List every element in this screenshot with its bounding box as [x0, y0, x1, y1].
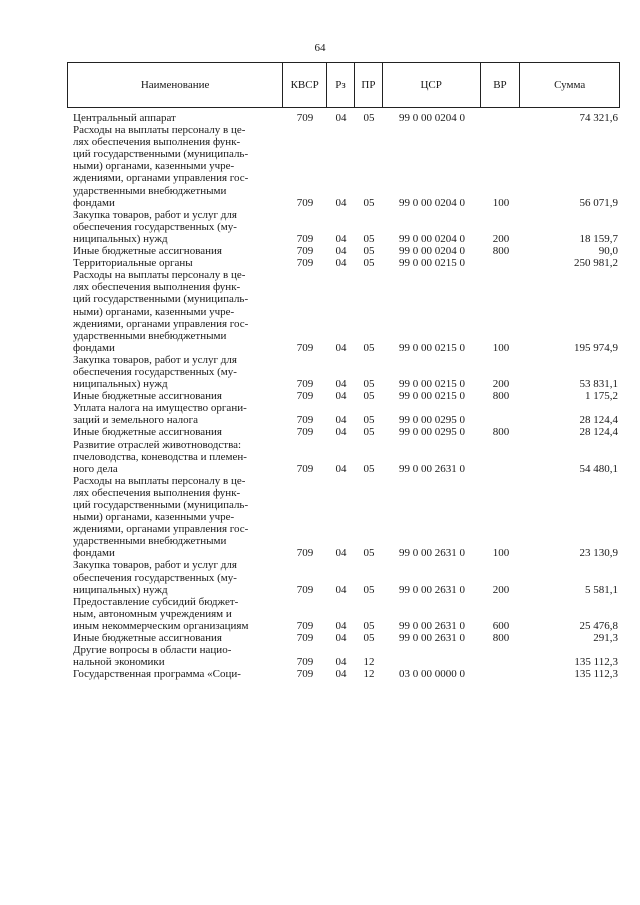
- cell-rz: 04: [335, 390, 347, 403]
- table-row: [67, 596, 620, 632]
- cell-csr: 99 0 00 2631 0: [399, 619, 465, 632]
- cell-sum: 28 124,4: [579, 414, 618, 427]
- cell-vr: 800: [492, 390, 510, 403]
- cell-pr: 05: [363, 619, 375, 632]
- cell-name: Иные бюджетные ассигнования: [73, 426, 222, 439]
- cell-csr: 99 0 00 0204 0: [399, 112, 465, 124]
- cell-csr: 99 0 00 0215 0: [399, 257, 465, 270]
- table-row: [67, 559, 620, 595]
- cell-kvsr: 709: [296, 390, 314, 403]
- table-row: [67, 439, 620, 475]
- col-header-rz: Рз: [327, 63, 355, 107]
- cell-rz: 04: [335, 196, 347, 209]
- cell-vr: 800: [492, 632, 510, 645]
- cell-vr: 800: [492, 245, 510, 258]
- table-row: [67, 644, 620, 668]
- cell-name: Иные бюджетные ассигнования: [73, 632, 222, 645]
- cell-kvsr: 709: [296, 632, 314, 645]
- cell-rz: 04: [335, 583, 347, 596]
- table-row: [67, 390, 620, 402]
- cell-rz: 04: [335, 547, 347, 560]
- budget-table: [67, 62, 620, 680]
- cell-rz: 04: [335, 632, 347, 645]
- cell-name: Другие вопросы в области нацио- нальной экономики: [73, 644, 232, 669]
- cell-name: Закупка товаров, работ и услуг для обеспечения государственных (му- ниципальных) нужд: [73, 353, 237, 391]
- cell-kvsr: 709: [296, 656, 314, 669]
- cell-sum: 195 974,9: [574, 341, 618, 354]
- col-header-kvsr: КВСР: [283, 63, 327, 107]
- cell-rz: 04: [335, 232, 347, 245]
- cell-name: Предоставление субсидий бюджет- ным, автономным учреждениям и иным некоммерческим организациям: [73, 595, 249, 632]
- cell-vr: 200: [492, 232, 510, 245]
- cell-kvsr: 709: [296, 619, 314, 632]
- cell-kvsr: 709: [296, 426, 314, 439]
- cell-vr: 800: [492, 426, 510, 439]
- cell-rz: 04: [335, 668, 347, 681]
- cell-pr: 05: [363, 414, 375, 427]
- cell-csr: 99 0 00 0204 0: [399, 245, 465, 258]
- cell-kvsr: 709: [296, 378, 314, 391]
- cell-name: Закупка товаров, работ и услуг для обеспечения государственных (му- ниципальных) нужд: [73, 559, 237, 596]
- cell-name: Расходы на выплаты персоналу в це- лях обеспечения выполнения функ- ций государственными (муниципаль- ными) органами, казенными учре- ждениями, органами управления гос- ударственными внебюджетными фондами: [73, 269, 249, 354]
- cell-pr: 05: [363, 547, 375, 560]
- cell-pr: 05: [363, 426, 375, 439]
- cell-rz: 04: [335, 378, 347, 391]
- cell-csr: 99 0 00 0215 0: [399, 341, 465, 354]
- cell-rz: 04: [335, 414, 347, 427]
- cell-pr: 05: [363, 632, 375, 645]
- col-header-name: Наименование: [68, 63, 283, 107]
- table-row: [67, 632, 620, 644]
- cell-sum: 56 071,9: [579, 196, 618, 209]
- cell-sum: 5 581,1: [585, 583, 618, 596]
- cell-pr: 05: [363, 232, 375, 245]
- table-row: [67, 112, 620, 124]
- table-row: [67, 269, 620, 354]
- cell-name: Центральный аппарат: [73, 112, 176, 124]
- cell-sum: 25 476,8: [579, 619, 618, 632]
- cell-sum: 23 130,9: [579, 547, 618, 560]
- table-row: [67, 354, 620, 390]
- cell-rz: 04: [335, 341, 347, 354]
- cell-name: Развитие отраслей животноводства: пчеловодства, коневодства и племен- ного дела: [73, 438, 247, 475]
- cell-pr: 05: [363, 257, 375, 270]
- cell-kvsr: 709: [296, 257, 314, 270]
- cell-pr: 05: [363, 341, 375, 354]
- cell-csr: 99 0 00 0295 0: [399, 426, 465, 439]
- cell-csr: 99 0 00 2631 0: [399, 632, 465, 645]
- cell-csr: 99 0 00 0204 0: [399, 196, 465, 209]
- cell-kvsr: 709: [296, 547, 314, 560]
- cell-sum: 135 112,3: [574, 668, 618, 681]
- cell-pr: 12: [363, 668, 375, 681]
- col-header-csr: ЦСР: [383, 63, 481, 107]
- cell-pr: 05: [363, 583, 375, 596]
- cell-vr: 200: [492, 378, 510, 391]
- cell-csr: 99 0 00 2631 0: [399, 583, 465, 596]
- col-header-vr: ВР: [481, 63, 521, 107]
- cell-rz: 04: [335, 257, 347, 270]
- cell-kvsr: 709: [296, 668, 314, 681]
- cell-rz: 04: [335, 619, 347, 632]
- table-header: [67, 62, 620, 108]
- cell-csr: 99 0 00 0295 0: [399, 414, 465, 427]
- cell-rz: 04: [335, 462, 347, 475]
- cell-pr: 05: [363, 462, 375, 475]
- cell-name: Расходы на выплаты персоналу в це- лях обеспечения выполнения функ- ций государственными (муниципаль- ными) органами, казенными учре- ждениями, органами управления гос- ударственными внебюджетными фондами: [73, 474, 249, 560]
- cell-vr: 100: [492, 547, 510, 560]
- cell-pr: 05: [363, 245, 375, 258]
- page-number: 64: [314, 42, 326, 54]
- cell-sum: 74 321,6: [579, 112, 618, 124]
- cell-pr: 05: [363, 378, 375, 391]
- cell-sum: 53 831,1: [579, 378, 618, 391]
- cell-name: Иные бюджетные ассигнования: [73, 245, 222, 258]
- cell-csr: 99 0 00 0215 0: [399, 390, 465, 403]
- cell-name: Иные бюджетные ассигнования: [73, 390, 222, 403]
- cell-vr: 200: [492, 583, 510, 596]
- cell-pr: 05: [363, 112, 375, 124]
- cell-name: Закупка товаров, работ и услуг для обеспечения государственных (му- ниципальных) нужд: [73, 208, 237, 245]
- cell-csr: 99 0 00 2631 0: [399, 462, 465, 475]
- cell-sum: 291,3: [593, 632, 618, 645]
- cell-kvsr: 709: [296, 341, 314, 354]
- cell-sum: 135 112,3: [574, 656, 618, 669]
- cell-kvsr: 709: [296, 583, 314, 596]
- cell-name: Территориальные органы: [73, 257, 193, 270]
- cell-pr: 12: [363, 656, 375, 669]
- table-body: [67, 108, 620, 680]
- col-header-pr: ПР: [355, 63, 383, 107]
- cell-pr: 05: [363, 196, 375, 209]
- cell-kvsr: 709: [296, 196, 314, 209]
- cell-sum: 18 159,7: [579, 232, 618, 245]
- cell-sum: 28 124,4: [579, 426, 618, 439]
- cell-vr: 600: [492, 619, 510, 632]
- cell-rz: 04: [335, 112, 347, 124]
- cell-kvsr: 709: [296, 414, 314, 427]
- table-row: [67, 475, 620, 560]
- cell-sum: 250 981,2: [574, 257, 618, 270]
- table-row: [67, 426, 620, 438]
- table-row: [67, 209, 620, 245]
- col-header-sum: Сумма: [554, 79, 586, 91]
- cell-rz: 04: [335, 656, 347, 669]
- cell-kvsr: 709: [296, 462, 314, 475]
- cell-pr: 05: [363, 390, 375, 403]
- cell-csr: 99 0 00 0204 0: [399, 232, 465, 245]
- cell-csr: 03 0 00 0000 0: [399, 668, 465, 681]
- cell-sum: 1 175,2: [585, 390, 618, 403]
- cell-kvsr: 709: [296, 232, 314, 245]
- cell-sum: 90,0: [598, 245, 618, 258]
- cell-name: Уплата налога на имущество органи- заций и земельного налога: [73, 402, 247, 427]
- cell-kvsr: 709: [296, 112, 314, 124]
- cell-csr: 99 0 00 0215 0: [399, 378, 465, 391]
- table-row: [67, 124, 620, 209]
- table-row: [67, 402, 620, 426]
- cell-rz: 04: [335, 245, 347, 258]
- cell-name: Государственная программа «Соци-: [73, 668, 241, 681]
- table-row: [67, 257, 620, 269]
- table-row: [67, 668, 620, 680]
- cell-vr: 100: [492, 341, 510, 354]
- cell-rz: 04: [335, 426, 347, 439]
- cell-csr: 99 0 00 2631 0: [399, 547, 465, 560]
- table-row: [67, 245, 620, 257]
- cell-sum: 54 480,1: [579, 462, 618, 475]
- cell-name: Расходы на выплаты персоналу в це- лях обеспечения выполнения функ- ций государственными (муниципаль- ными) органами, казенными учре- ждениями, органами управления гос- ударственными внебюджетными фондами: [73, 124, 249, 209]
- cell-kvsr: 709: [296, 245, 314, 258]
- cell-vr: 100: [492, 196, 510, 209]
